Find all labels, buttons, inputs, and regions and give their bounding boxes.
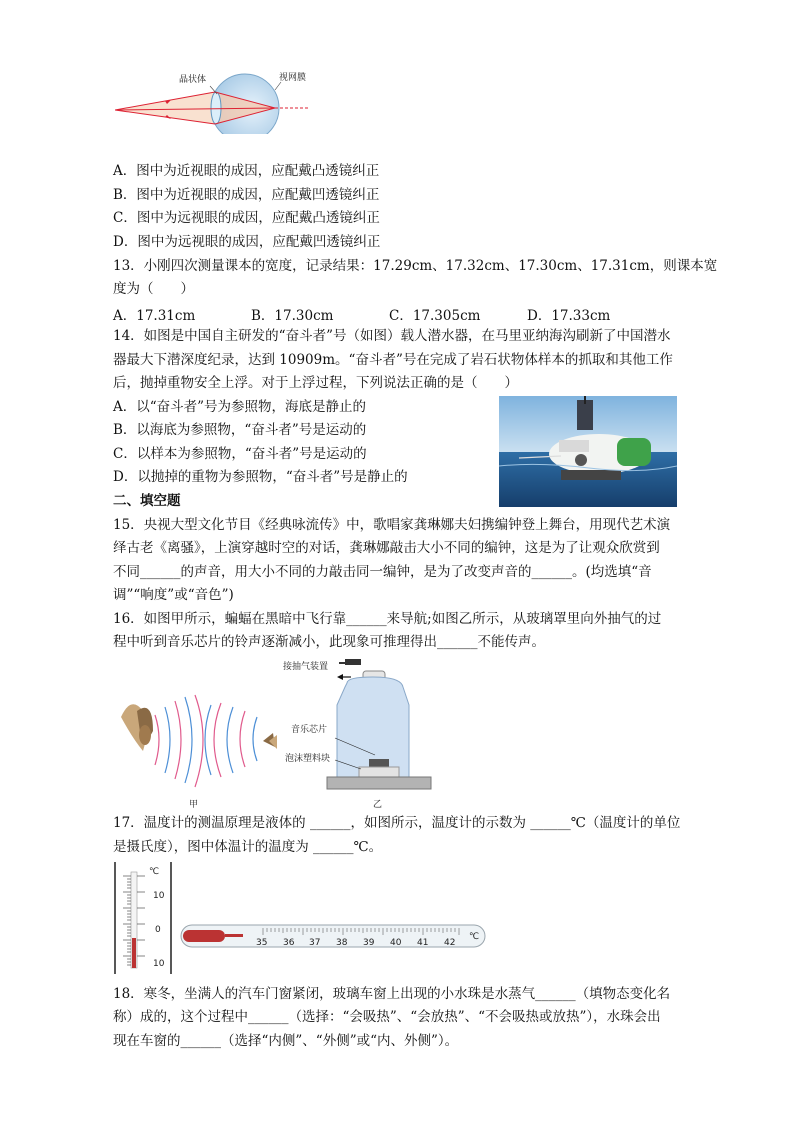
bat-and-bell-jar-figure — [113, 655, 443, 815]
q18-line3: 现在车窗的______（选择“内侧”、“外侧”或“内、外侧”）。 — [113, 1033, 459, 1049]
q18-line1: 18．寒冬，坐满人的汽车门窗紧闭，玻璃车窗上出现的小水珠是水蒸气______（填物态变化名 — [113, 986, 671, 1002]
q13-stem-line2: 度为（ ） — [113, 281, 194, 297]
lens-label: 晶状体 — [179, 75, 207, 85]
q14-stem-line3: 后，抛掉重物安全上浮。对于上浮过程，下列说法正确的是（ ） — [113, 375, 518, 391]
section-title-fill-in: 二、填空题 — [113, 493, 181, 509]
eye-diagram — [115, 64, 315, 134]
retina-label: 视网膜 — [279, 73, 307, 83]
clinical-tick-label: 35 — [256, 938, 268, 948]
q12-option-d: D．图中为远视眼的成因，应配戴凹透镜纠正 — [113, 234, 381, 250]
q12-option-c: C．图中为远视眼的成因，应配戴凸透镜纠正 — [113, 210, 380, 226]
bat-icon — [121, 704, 153, 751]
thermometers-figure — [113, 862, 493, 976]
q13-option-b: B．17.30cm — [251, 308, 334, 324]
clinical-tick-label: 39 — [363, 938, 375, 948]
submersible-photo — [499, 396, 677, 507]
wall-tick-label: 0 — [155, 925, 161, 935]
figure-jia-label: 甲 — [189, 800, 199, 810]
q14-option-b: B．以海底为参照物，“奋斗者”号是运动的 — [113, 422, 367, 438]
q17-line2: 是摄氏度），图中体温计的温度为 ______℃。 — [113, 839, 383, 855]
q16-line1: 16．如图甲所示，蝙蝠在黑暗中飞行靠______来导航;如图乙所示，从玻璃罩里向外抽气的过 — [113, 611, 662, 627]
q13-stem-line1: 13．小刚四次测量课本的宽度，记录结果：17.29cm、17.32cm、17.30cm、17.31cm，则课本宽 — [113, 258, 718, 274]
clinical-tick-label: 36 — [283, 938, 295, 948]
moth-icon — [263, 733, 277, 749]
foam-label: 泡沫塑料块 — [285, 754, 331, 764]
q16-line2: 程中听到音乐芯片的铃声逐渐减小，此现象可推理得出______不能传声。 — [113, 634, 545, 650]
q15-line3: 不同______的声音，用大小不同的力敲击同一编钟，是为了改变声音的______。(均选填“音 — [113, 564, 652, 580]
wall-tick-label: 10 — [153, 959, 165, 969]
q14-option-a: A．以“奋斗者”号为参照物，海底是静止的 — [113, 399, 367, 415]
pump-label: 接抽气装置 — [283, 662, 329, 672]
wall-tick-label: 10 — [153, 891, 165, 901]
clinical-tick-label: 42 — [444, 938, 456, 948]
q15-line2: 绎古老《离骚》，上演穿越时空的对话，龚琳娜敲击大小不同的编钟，这是为了让观众欣赏到 — [113, 540, 660, 556]
clinical-tick-label: 41 — [417, 938, 429, 948]
clinical-tick-label: 37 — [309, 938, 321, 948]
q15-line4: 调”“响度”或“音色”) — [113, 587, 234, 603]
q12-option-a: A．图中为近视眼的成因，应配戴凸透镜纠正 — [113, 163, 380, 179]
q13-option-d: D．17.33cm — [527, 308, 611, 324]
q12-option-b: B．图中为近视眼的成因，应配戴凹透镜纠正 — [113, 187, 380, 203]
q13-option-c: C．17.305cm — [389, 308, 481, 324]
figure-yi-label: 乙 — [373, 800, 383, 810]
clinical-tick-label: 40 — [390, 938, 402, 948]
q14-stem-line2: 器最大下潜深度纪录，达到 10909m。“奋斗者”号在完成了岩石状物体样本的抓取和其他工作 — [113, 352, 673, 368]
wall-unit-label: ℃ — [149, 867, 160, 877]
clinical-tick-label: 38 — [336, 938, 348, 948]
clinical-unit-label: ℃ — [469, 932, 480, 942]
clinical-thermometer — [181, 925, 485, 948]
q18-line2: 称）成的，这个过程中______（选择：“会吸热”、“会放热”、“不会吸热或放热”），水珠会出 — [113, 1009, 661, 1025]
q14-option-c: C．以样本为参照物，“奋斗者”号是运动的 — [113, 446, 367, 462]
q14-option-d: D．以抛掉的重物为参照物，“奋斗者”号是静止的 — [113, 469, 408, 485]
q17-line1: 17．温度计的测温原理是液体的 ______，如图所示，温度计的示数为 ______℃（温度计的单位 — [113, 815, 681, 831]
q15-line1: 15．央视大型文化节目《经典咏流传》中，歌唱家龚琳娜夫妇携编钟登上舞台，用现代艺术演 — [113, 517, 671, 533]
wall-thermometer — [115, 862, 171, 974]
q13-option-a: A．17.31cm — [113, 308, 196, 324]
q14-stem-line1: 14．如图是中国自主研发的“奋斗者”号（如图）载人潜水器，在马里亚纳海沟刷新了中国潜水 — [113, 328, 671, 344]
chip-label: 音乐芯片 — [291, 725, 328, 735]
